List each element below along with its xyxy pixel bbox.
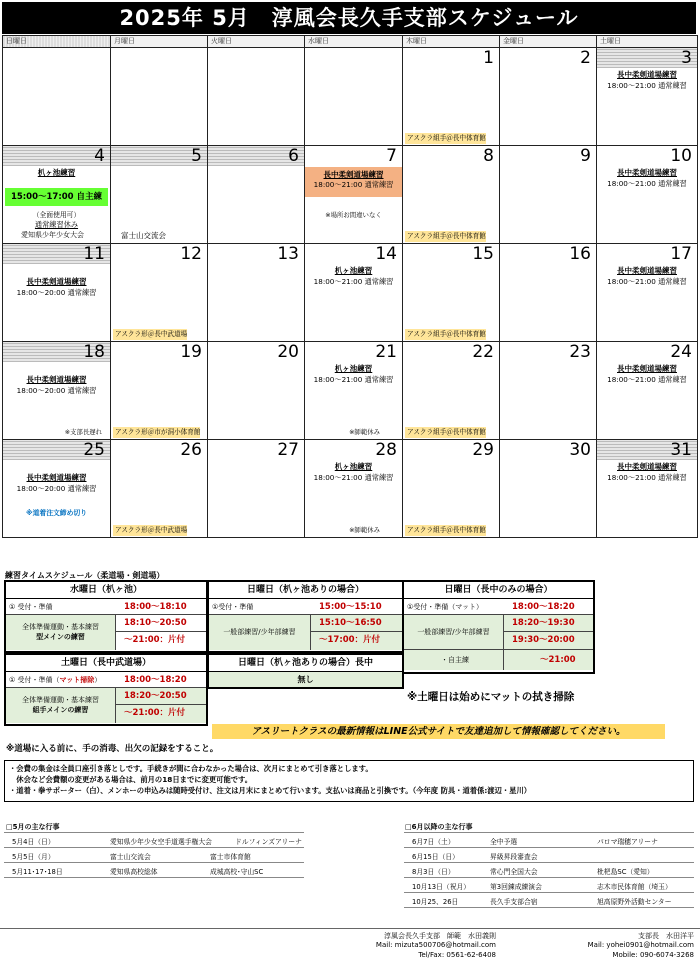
day-cell [305,342,403,440]
row-time: ～17:00：片付 [311,632,402,650]
timetable-heading: 練習タイムスケジュール（柔道場・剣道場） [5,571,165,580]
day-number: 24 [670,342,692,362]
row-label: ・自主練 [404,650,504,670]
day-empty [208,48,305,146]
row-time: 19:30～20:00 [504,632,593,649]
timetable-title: 日曜日（朳ヶ池ありの場合） [209,582,402,599]
calendar [2,35,698,538]
event-time: 18:00～21:00 通常練習 [607,375,687,384]
row-time: 15:10～16:50 [311,615,402,632]
row-time: 18:20～19:30 [504,615,593,632]
day-number: 19 [180,342,202,362]
day-cell [3,244,111,342]
row-label: 一般部練習/少年部練習 [404,615,504,649]
day-empty [305,48,403,146]
event-place: 富士市体育館 [210,853,251,861]
day-cell [597,440,698,538]
day-cell [208,244,305,342]
event-tag: アスクラ組手＠長中体育館 [407,232,486,240]
event-title: 長中柔剣道場練習 [617,462,677,471]
event-place: 枇杷島SC（愛知） [597,868,654,876]
event-title: 長中柔剣道場練習 [617,168,677,177]
event-name: 常心門全国大会 [490,868,538,876]
day-cell [500,342,597,440]
event-tag: アスクラ形＠市が洞小体育館 [115,428,201,436]
event-time: 18:00～21:00 通常練習 [313,180,394,189]
day-cell [500,48,597,146]
event-note: 富士山交流会 [121,231,166,240]
timetable-wednesday [4,580,208,653]
weekday-wed: 水曜日 [305,36,403,48]
day-number: 4 [94,146,105,166]
day-number: 30 [569,440,591,460]
row-time: 15:00～15:10 [319,602,382,612]
timetable-sunday-kunugi [207,580,404,653]
event-note: ※道着注文締め切り [26,509,87,517]
event-note: 愛知県少年少女大会 [21,231,84,239]
row-time: 18:20～20:50 [116,688,206,705]
day-cell [305,146,403,244]
day-number: 20 [277,342,299,362]
june-events-title: □6月以降の主な行事 [405,823,473,831]
day-cell [111,244,208,342]
day-number: 26 [180,440,202,460]
day-cell [208,440,305,538]
day-cell [500,440,597,538]
day-cell [597,48,698,146]
entry-note: ※道場に入る前に、手の消毒、出欠の記録をすること。 [6,744,219,754]
event-note: （全面使用可） [32,211,81,219]
row-label: 全体準備運動・基本練習 [22,623,99,631]
row-label: 組手メインの練習 [32,706,89,714]
event-note: ※場所お間違いなく [325,211,382,219]
notice-line: ・道着・拳サポーター（白）、メンホーの申込みは随時受付け、注文は月末にまとめて行います。支払いは商品と引換です。（今年度 防具・道着係:渡辺・星川） [9,786,532,795]
day-cell [403,48,500,146]
sweep-note: ※土曜日は始めにマットの拭き掃除 [407,691,575,703]
event-note: ※師範休み [349,526,380,534]
day-number: 16 [569,244,591,264]
day-number: 25 [83,440,105,460]
event-date: 8月3日（日） [412,868,455,876]
event-place: 旭高原野外活動センター [597,898,672,906]
weekday-tue: 火曜日 [208,36,305,48]
row-label: 全体準備運動・基本練習 [22,696,99,704]
day-cell [111,440,208,538]
event-time: 18:00～20:00 通常練習 [16,288,97,297]
event-title: 朳ヶ池練習 [334,266,373,275]
row-time: 18:00～18:20 [512,602,575,612]
day-number: 11 [83,244,105,264]
contact-branch-mail: Mail: yohei0901@hotmail.com [587,941,694,949]
event-note: ※師範休み [349,428,380,436]
day-number: 6 [288,146,299,166]
event-time: 18:00～21:00 通常練習 [607,473,687,482]
weekday-sun: 日曜日 [3,36,111,48]
day-number: 2 [580,48,591,68]
day-cell [597,342,698,440]
day-cell [500,146,597,244]
contact-shihan-tel: Tel/Fax: 0561-62-6408 [418,951,496,959]
day-cell [403,244,500,342]
timetable-title: 日曜日（長中のみの場合） [404,582,593,599]
event-name: 昇級昇段審査会 [490,853,538,861]
row-time: ～21:00 [540,655,576,665]
day-number: 3 [681,48,692,68]
event-title: 長中柔剣道場練習 [26,375,87,384]
event-date: 6月7日（土） [412,838,455,846]
day-number: 27 [277,440,299,460]
day-cell [111,342,208,440]
row-value: 無し [209,672,402,687]
day-number: 10 [670,146,692,166]
event-name: 長久手支部合宿 [490,898,538,906]
weekday-fri: 金曜日 [500,36,597,48]
row-time: ～21:00：片付 [124,635,186,645]
page-title: 2025年 5月 淳風会長久手支部スケジュール [2,2,696,34]
row-label: ①受付・準備（マット） [407,603,483,611]
day-number: 13 [277,244,299,264]
day-cell [597,244,698,342]
day-cell [403,146,500,244]
event-tag: アスクラ組手＠長中体育館 [407,526,486,534]
day-cell [208,146,305,244]
day-cell [3,146,111,244]
event-name: 富士山交流会 [110,853,151,861]
row-label: 型メインの練習 [36,633,85,641]
day-cell [403,440,500,538]
day-number: 7 [386,146,397,166]
event-time: 18:00～21:00 通常練習 [313,375,394,384]
event-place: 成城高校･守山SC [210,868,264,876]
event-tag: アスクラ形＠長中武道場 [115,526,188,534]
event-time: 18:00～20:00 通常練習 [16,386,97,395]
day-cell [3,440,111,538]
event-time: 18:00～21:00 通常練習 [313,473,394,482]
event-tag: アスクラ組手＠長中体育館 [407,134,486,142]
event-date: 10月25、26日 [412,898,459,906]
timetable-sunday-kunugi-chouchu [207,653,404,689]
day-number: 22 [472,342,494,362]
day-number: 21 [375,342,397,362]
event-time: 18:00～21:00 通常練習 [607,277,687,286]
day-number: 14 [375,244,397,264]
day-number: 15 [472,244,494,264]
event-date: 5月5日（月） [12,853,55,861]
event-tag: アスクラ組手＠長中体育館 [407,428,486,436]
row-label: 一般部練習/少年部練習 [209,615,311,650]
event-name: 愛知県少年少女空手道選手権大会 [110,838,212,846]
timetable-title: 土曜日（長中武道場） [6,655,206,672]
notice-line: ・会費の集金は全員口座引き落としです。手続きが間に合わなかった場合は、次月にまとめて引き落とします。 [9,764,373,773]
day-cell [500,244,597,342]
event-time: 18:00～21:00 通常練習 [607,179,687,188]
row-label: ① 受付・準備 [9,603,53,611]
event-note: ※支部長遅れ [64,428,102,436]
event-time: 18:00～21:00 通常練習 [607,81,687,90]
contact-shihan-mail: Mail: mizuta500706@hotmail.com [375,941,496,949]
event-title: 長中柔剣道場練習 [26,473,87,482]
day-cell [305,440,403,538]
day-cell [111,146,208,244]
timetable-sunday-chouchu [402,580,595,674]
day-empty [3,48,111,146]
event-tag: アスクラ形＠長中武道場 [115,330,188,338]
event-date: 10月13日（祝月） [412,883,471,891]
timetable-title: 日曜日（朳ヶ池ありの場合）長中 [209,655,402,672]
event-highlight [305,167,402,197]
contact-branch-name: 支部長 水田洋平 [638,932,694,940]
weekday-thu: 木曜日 [403,36,500,48]
row-tag: マット掃除 [59,676,95,684]
row-label: ① 受付・準備 [9,676,53,684]
notice-box [4,760,694,802]
may-events-title: □5月の主な行事 [6,823,60,831]
event-note: 通常練習休み [34,220,79,229]
day-cell [3,342,111,440]
day-number: 12 [180,244,202,264]
event-title: 朳ヶ池練習 [334,462,373,471]
row-time: 18:00～18:20 [124,675,187,685]
weekday-mon: 月曜日 [111,36,208,48]
row-time: 18:00～18:10 [124,602,187,612]
row-time: 18:10～20:50 [116,615,206,632]
athlete-banner: アスリートクラスの最新情報はLINE公式サイトで友達追加して情報確認してください。 [212,724,665,739]
event-title: 朳ヶ池練習 [37,168,76,177]
event-date: 5月11･17･18日 [12,868,63,876]
event-place: ドルフィンズアリーナ [235,838,302,846]
timetable-saturday: 土曜日（長中武道場） ① 受付・準備（マット掃除） 18:00～18:20 全体準備運動・基本練習 組手メインの練習 18:20～20:50 ～21:00：片付 [4,653,208,726]
day-number: 18 [83,342,105,362]
day-number: 5 [191,146,202,166]
event-place: パロマ瑞穂アリーナ [597,838,658,846]
event-name: 全中予選 [490,838,518,846]
event-time: 18:00～21:00 通常練習 [313,277,394,286]
event-name: 愛知県高校総体 [110,868,158,876]
event-date: 6月15日（日） [412,853,459,861]
event-highlight: 15:00～17:00 自主練 [5,188,108,206]
row-label: ①受付・準備 [212,603,254,611]
event-title: 長中柔剣道場練習 [323,170,384,179]
timetable-title: 水曜日（朳ヶ池） [6,582,206,599]
event-date: 5月4日（日） [12,838,55,846]
event-title: 長中柔剣道場練習 [617,70,677,79]
event-place: 志木市民体育館（埼玉） [597,883,672,891]
day-cell [208,342,305,440]
row-time: ～21:00：片付 [116,705,206,723]
day-number: 31 [670,440,692,460]
event-name: 第3回錬成練演会 [490,883,542,891]
day-number: 17 [670,244,692,264]
day-cell [403,342,500,440]
day-number: 1 [483,48,494,68]
day-cell [597,146,698,244]
day-number: 28 [375,440,397,460]
event-title: 朳ヶ池練習 [334,364,373,373]
day-number: 9 [580,146,591,166]
day-number: 8 [483,146,494,166]
day-empty [111,48,208,146]
day-cell [305,244,403,342]
event-title: 長中柔剣道場練習 [617,266,677,275]
day-number: 23 [569,342,591,362]
contact-branch-mobile: Mobile: 090-6074-3268 [612,951,694,959]
weekday-sat: 土曜日 [597,36,698,48]
day-number: 29 [472,440,494,460]
event-title: 長中柔剣道場練習 [617,364,677,373]
event-tag: アスクラ組手＠長中体育館 [407,330,486,338]
contact-shihan-name: 淳風会長久手支部 師範 水田義則 [384,932,496,940]
notice-line: 休会など会費額の変更がある場合は、前月の18日までに変更可能です。 [9,775,253,784]
event-title: 長中柔剣道場練習 [26,277,87,286]
event-time: 18:00～20:00 通常練習 [16,484,97,493]
